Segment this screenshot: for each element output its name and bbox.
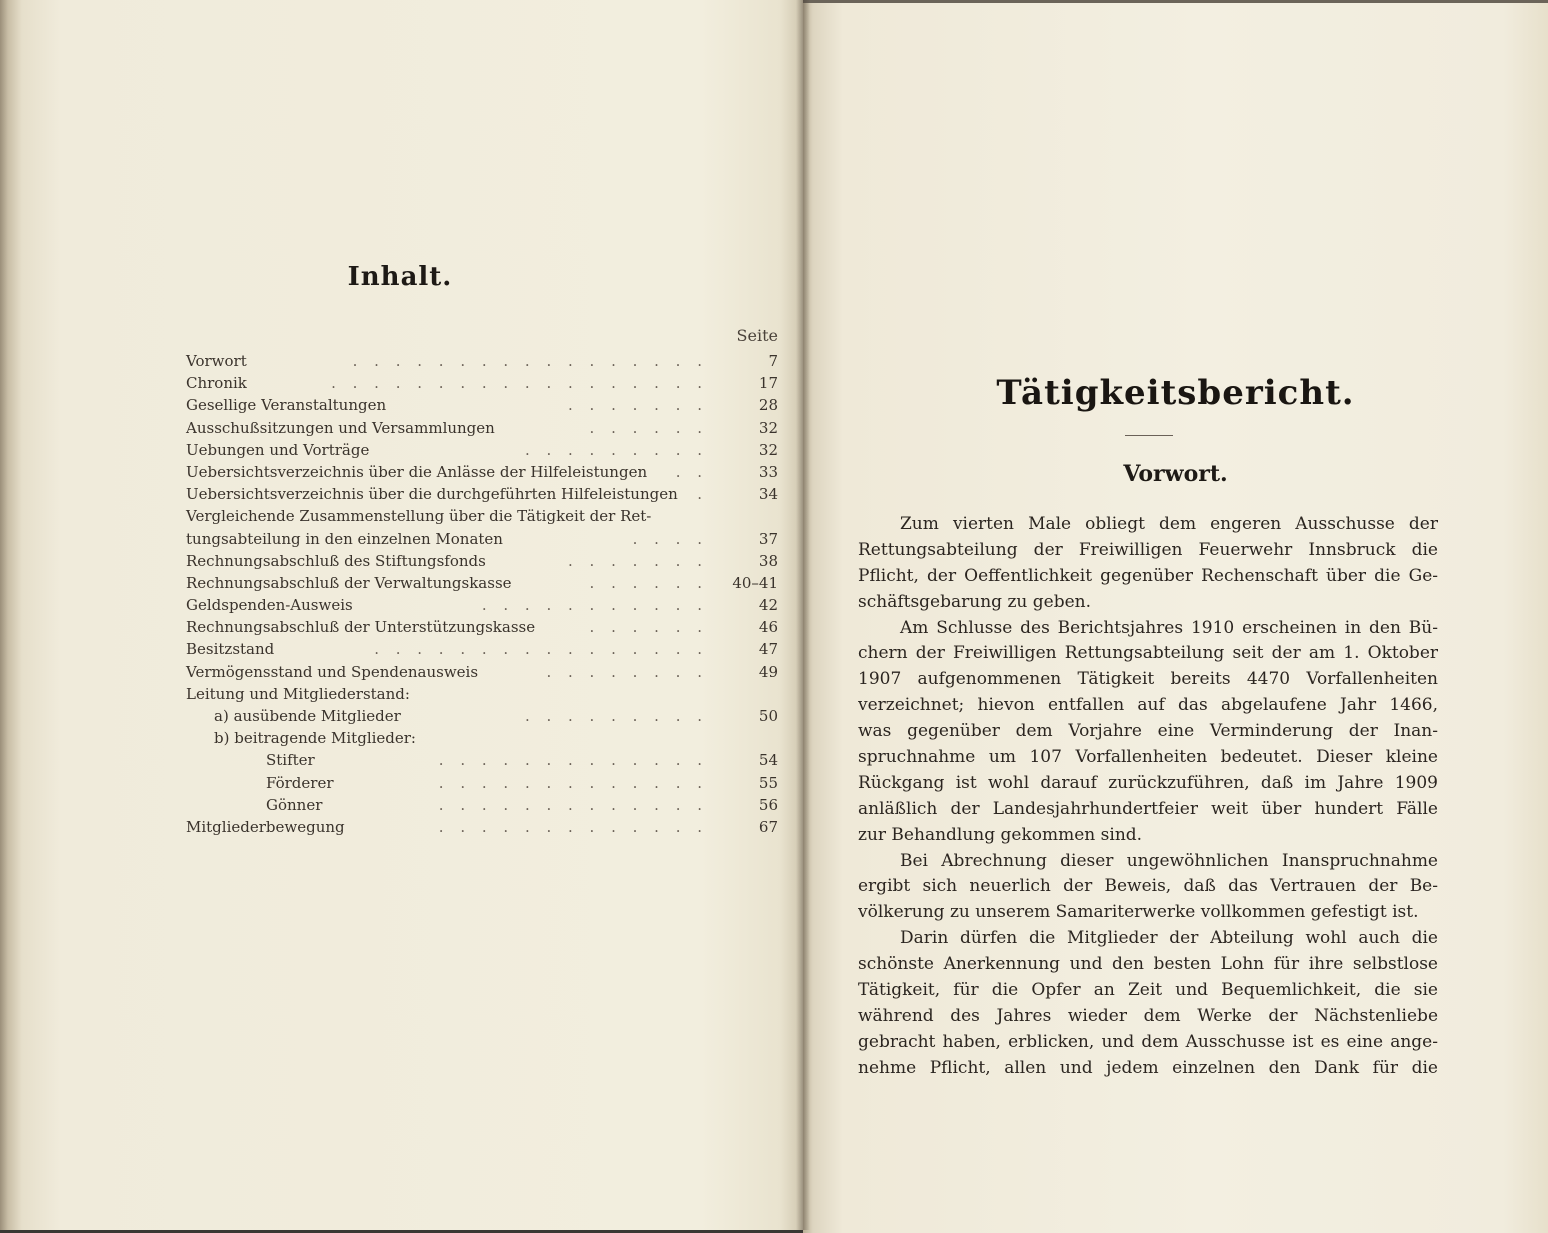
text-line: chern der Freiwilligen Rettungsabteilung seit der am 1. Oktober xyxy=(858,643,1438,664)
toc-entry xyxy=(186,550,778,572)
right-page xyxy=(803,0,1548,1233)
toc-page-number: 7 xyxy=(768,352,778,370)
text-line: Am Schlusse des Berichtsjahres 1910 erscheinen in den Bü- xyxy=(900,617,1438,638)
toc-entry xyxy=(186,816,778,838)
toc-entry-label: Vorwort xyxy=(186,352,247,370)
text-line: spruchnahme um 107 Vorfallenheiten bedeutet. Dieser kleine xyxy=(858,747,1438,768)
toc-entry xyxy=(186,749,778,771)
toc-leader-dots: . . . . . . . xyxy=(568,396,708,415)
toc-entry-label: Gönner xyxy=(266,795,323,814)
toc-entry xyxy=(186,394,778,416)
text-line: schönste Anerkennung und den besten Lohn für ihre selbstlose xyxy=(858,954,1438,975)
toc-page-number: 37 xyxy=(758,529,778,548)
text-line: Pflicht, der Oeffentlichkeit gegenüber Rechenschaft über die Ge- xyxy=(858,565,1438,586)
text-line: Zum vierten Male obliegt dem engeren Ausschusse der xyxy=(900,514,1438,534)
toc-page-number: 32 xyxy=(758,418,778,437)
text-line: ergibt sich neuerlich der Beweis, daß das Vertrauen der Be- xyxy=(858,876,1438,897)
foreword-text xyxy=(858,511,1438,1081)
text-line: Rückgang ist wohl darauf zurückzuführen, daß im Jahre 1909 xyxy=(858,772,1438,793)
text-line: 1907 aufgenommenen Tätigkeit bereits 4470 Vorfallenheiten xyxy=(858,669,1438,690)
toc-page-number: 28 xyxy=(758,396,778,415)
toc-entry-label: Leitung und Mitgliederstand: xyxy=(186,684,410,703)
toc-entry-label: Uebersichtsverzeichnis über die durchgeführten Hilfeleistungen xyxy=(186,485,678,504)
toc-entry xyxy=(186,683,778,705)
text-line: anläßlich der Landesjahrhundertfeier weit über hundert Fälle xyxy=(858,798,1438,819)
toc-page-number: 56 xyxy=(758,795,778,814)
toc-page-number: 32 xyxy=(758,440,778,459)
toc-leader-dots: . . xyxy=(675,462,708,481)
toc-page-number: 49 xyxy=(758,662,778,681)
toc-entry-label: Stifter xyxy=(266,751,315,770)
toc-page-number: 38 xyxy=(758,551,778,570)
toc-entry xyxy=(186,661,778,683)
text-line: Darin dürfen die Mitglieder der Abteilung wohl auch die xyxy=(900,928,1438,949)
toc-entry xyxy=(186,772,778,794)
toc-leader-dots: . . . . . . xyxy=(589,573,708,592)
text-line: Rettungsabteilung der Freiwilligen Feuerwehr Innsbruck die xyxy=(858,539,1438,560)
toc-page-number: 67 xyxy=(758,817,778,836)
toc-entry-label: a) ausübende Mitglieder xyxy=(214,707,401,725)
toc-leader-dots: . . . . . . . xyxy=(568,551,708,570)
report-title: Tätigkeitsbericht. xyxy=(996,373,1355,413)
text-line: was gegenüber dem Vorjahre eine Verminderung der Inan- xyxy=(858,721,1438,742)
toc-page-number: 55 xyxy=(758,773,778,792)
toc-leader-dots: . . . . . . . . . . . xyxy=(481,596,708,615)
toc-entry xyxy=(186,372,778,394)
toc-leader-dots: . . . . . . . . . . . . . xyxy=(438,795,708,814)
title-rule xyxy=(1125,435,1173,436)
toc-entry xyxy=(186,705,778,727)
toc-entry xyxy=(186,439,778,461)
toc-entry-label: Uebungen und Vorträge xyxy=(186,440,370,459)
toc-entry xyxy=(186,638,778,660)
toc-page-number: 42 xyxy=(758,596,778,615)
text-line: schäftsgebarung zu geben. xyxy=(858,591,1091,612)
toc-page-number: 34 xyxy=(758,485,778,504)
toc-leader-dots: . . . . . . . . xyxy=(546,662,708,681)
toc-entry xyxy=(186,616,778,638)
text-line: gebracht haben, erblicken, und dem Ausschusse ist es eine ange- xyxy=(858,1031,1438,1052)
toc-entry-label: Rechnungsabschluß der Unterstützungskasse xyxy=(186,618,536,637)
text-line: Bei Abrechnung dieser ungewöhnlichen Inanspruchnahme xyxy=(900,850,1438,871)
toc-entry-label: Besitzstand xyxy=(186,640,275,659)
toc-leader-dots: . . . . . . . . . . . . . . . . xyxy=(374,640,708,659)
toc-leader-dots: . xyxy=(697,485,708,504)
toc-entry xyxy=(186,572,778,594)
toc-page-number: 46 xyxy=(758,618,778,637)
text-line: Tätigkeit, für die Opfer an Zeit und Bequemlichkeit, die sie xyxy=(858,980,1438,1001)
toc-leader-dots: . . . . . . xyxy=(589,618,708,637)
toc-page-number: 17 xyxy=(758,374,778,393)
toc-leader-dots: . . . . . . . . . . . . . . . . . . xyxy=(331,374,708,393)
toc-entry xyxy=(186,594,778,616)
toc-page-number: 54 xyxy=(758,751,778,770)
toc-entry-label: tungsabteilung in den einzelnen Monaten xyxy=(186,529,503,548)
toc-leader-dots: . . . . . . . . . . . . . xyxy=(438,817,708,836)
toc-entry xyxy=(186,528,778,550)
toc-entry xyxy=(186,417,778,439)
seite-label: Seite xyxy=(736,326,778,345)
toc-entry-label: Chronik xyxy=(186,374,247,393)
toc-entry-label: Mitgliederbewegung xyxy=(186,817,345,836)
toc-entry-label: Vergleichende Zusammenstellung über die Tätigkeit der Ret- xyxy=(186,507,652,526)
text-line: nehme Pflicht, allen und jedem einzelnen den Dank für die xyxy=(858,1057,1438,1078)
toc-page-number: 33 xyxy=(758,462,778,481)
toc-entry xyxy=(186,727,778,749)
toc-entry-label: Vermögensstand und Spendenausweis xyxy=(186,662,479,681)
toc-title: Inhalt. xyxy=(347,262,453,292)
toc-entry xyxy=(186,794,778,816)
toc-entry xyxy=(186,461,778,483)
toc-leader-dots: . . . . xyxy=(632,529,708,548)
text-line: zur Behandlung gekommen sind. xyxy=(858,824,1143,845)
text-line: völkerung zu unserem Samariterwerke vollkommen gefestigt ist. xyxy=(858,902,1419,923)
toc-entry-label: b) beitragende Mitglieder: xyxy=(214,729,416,748)
section-heading: Vorwort. xyxy=(1123,461,1228,487)
toc-entry xyxy=(186,483,778,505)
toc-entry xyxy=(186,350,778,372)
toc-page-number: 50 xyxy=(758,707,778,725)
toc-entry-label: Uebersichtsverzeichnis über die Anlässe der Hilfeleistungen xyxy=(186,462,648,481)
text-line: verzeichnet; hievon entfallen auf das abgelaufene Jahr 1466, xyxy=(858,695,1438,716)
toc-leader-dots: . . . . . . . . . . . . . . . . . xyxy=(352,352,708,370)
toc-entry-label: Rechnungsabschluß der Verwaltungskasse xyxy=(186,573,512,592)
toc-entry-label: Rechnungsabschluß des Stiftungsfonds xyxy=(186,551,486,570)
toc-leader-dots: . . . . . . xyxy=(589,418,708,437)
table-of-contents xyxy=(186,350,778,838)
toc-leader-dots: . . . . . . . . . . . . . xyxy=(438,773,708,792)
toc-leader-dots: . . . . . . . . . xyxy=(524,707,708,725)
book-gutter xyxy=(796,0,810,1230)
toc-entry-label: Ausschußsitzungen und Versammlungen xyxy=(186,418,495,437)
toc-page-number: 40–41 xyxy=(732,573,778,592)
toc-leader-dots: . . . . . . . . . xyxy=(524,440,708,459)
toc-entry xyxy=(186,505,778,527)
toc-entry-label: Geldspenden-Ausweis xyxy=(186,596,353,615)
toc-entry-label: Förderer xyxy=(266,773,334,792)
toc-entry-label: Gesellige Veranstaltungen xyxy=(186,396,387,415)
toc-page-number: 47 xyxy=(758,640,778,659)
toc-leader-dots: . . . . . . . . . . . . . xyxy=(438,751,708,770)
text-line: während des Jahres wieder dem Werke der Nächstenliebe xyxy=(858,1005,1438,1026)
